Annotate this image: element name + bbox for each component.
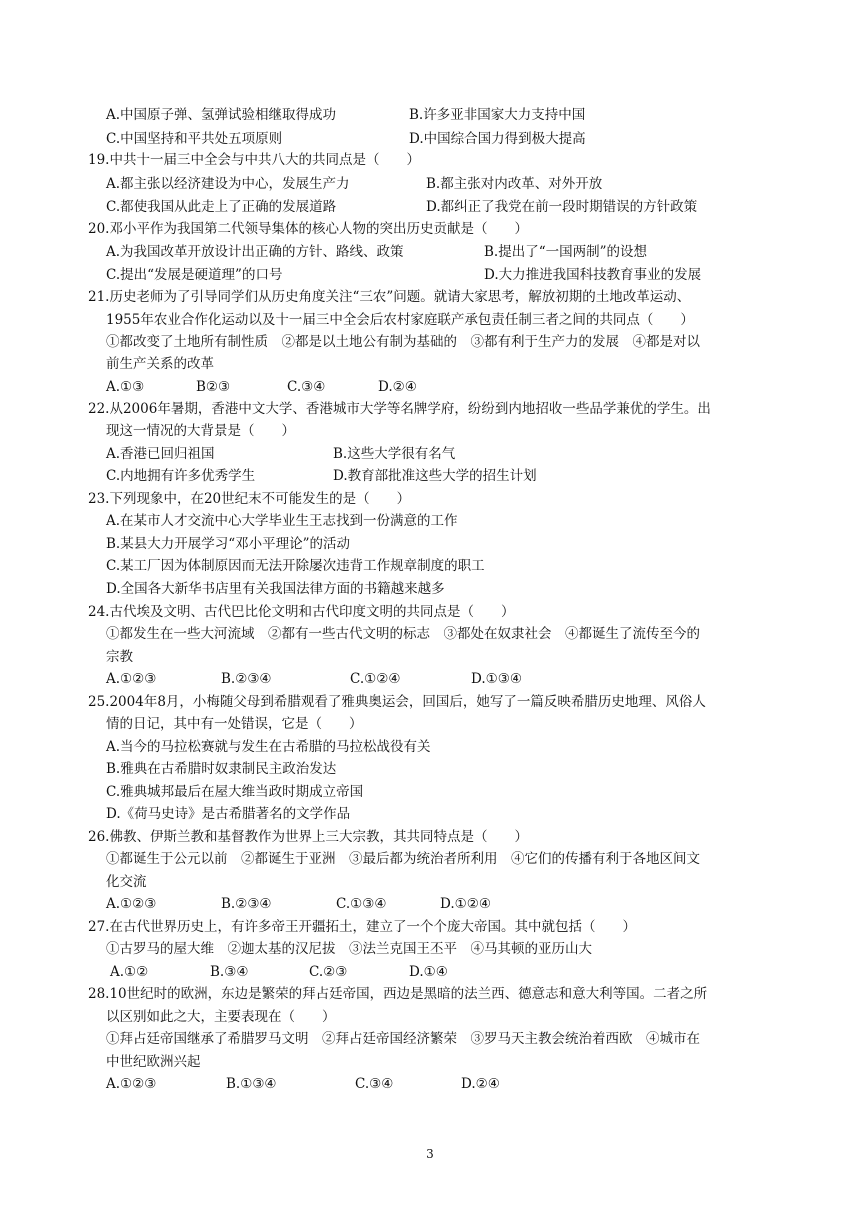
q24-items-line: 宗教 bbox=[106, 649, 133, 665]
q21-option-b: B②③ bbox=[196, 379, 231, 395]
q28-option-b: B.①③④ bbox=[226, 1076, 277, 1092]
q25-option-b: B.雅典在古希腊时奴隶制民主政治发达 bbox=[106, 761, 337, 777]
q28-option-a: A.①②③ bbox=[106, 1076, 157, 1092]
q26-stem: 26.佛教、伊斯兰教和基督教作为世界上三大宗教，其共同特点是（ ） bbox=[88, 829, 528, 845]
q24-option-b: B.②③④ bbox=[221, 671, 272, 687]
q24-option-d: D.①③④ bbox=[471, 671, 522, 687]
q26-option-a: A.①②③ bbox=[106, 896, 157, 912]
q27-option-c: C.②③ bbox=[309, 964, 348, 980]
q20-option-b: B.提出了“一国两制”的设想 bbox=[484, 244, 648, 260]
q22-stem-line: 现这一情况的大背景是（ ） bbox=[106, 423, 295, 439]
q22-option-d: D.教育部批准这些大学的招生计划 bbox=[333, 468, 537, 484]
q27-option-b: B.③④ bbox=[210, 964, 249, 980]
q26-items-line: ①都诞生于公元以前 ②都诞生于亚洲 ③最后都为统治者所利用 ④它们的传播有利于各地区间文 bbox=[106, 851, 700, 867]
q23-option-b: B.某县大力开展学习“邓小平理论”的活动 bbox=[106, 536, 351, 552]
q25-option-a: A.当今的马拉松赛就与发生在古希腊的马拉松战役有关 bbox=[106, 739, 431, 755]
q23-stem: 23.下列现象中，在20世纪末不可能发生的是（ ） bbox=[88, 491, 411, 507]
q18-option-d: D.中国综合国力得到极大提高 bbox=[409, 131, 586, 147]
q19-option-d: D.都纠正了我党在前一段时期错误的方针政策 bbox=[426, 199, 698, 215]
q23-option-a: A.在某市人才交流中心大学毕业生王志找到一份满意的工作 bbox=[106, 513, 458, 529]
q19-stem: 19.中共十一届三中全会与中共八大的共同点是（ ） bbox=[88, 152, 420, 168]
q28-option-d: D.②④ bbox=[461, 1076, 500, 1092]
q23-option-c: C.某工厂因为体制原因而无法开除屡次违背工作规章制度的职工 bbox=[106, 558, 485, 574]
q28-stem-line: 以区别如此之大，主要表现在（ ） bbox=[106, 1009, 336, 1025]
q27-option-a: A.①② bbox=[110, 964, 149, 980]
q22-option-a: A.香港已回归祖国 bbox=[106, 446, 215, 462]
q22-stem-line: 22.从2006年暑期，香港中文大学、香港城市大学等名牌学府，纷纷到内地招收一些品学兼优的学生。出 bbox=[88, 401, 711, 417]
q24-stem: 24.古代埃及文明、古代巴比伦文明和古代印度文明的共同点是（ ） bbox=[88, 604, 515, 620]
q26-option-c: C.①③④ bbox=[336, 896, 387, 912]
q18-option-c: C.中国坚持和平共处五项原则 bbox=[106, 131, 283, 147]
q25-stem-line: 情的日记，其中有一处错误，它是（ ） bbox=[106, 716, 363, 732]
q28-option-c: C.③④ bbox=[355, 1076, 394, 1092]
q25-option-d: D.《荷马史诗》是古希腊著名的文学作品 bbox=[106, 806, 351, 822]
q21-stem-line: ①都改变了土地所有制性质 ②都是以土地公有制为基础的 ③都有利于生产力的发展 ④都是对以 bbox=[106, 334, 700, 350]
q21-stem-line: 21.历史老师为了引导同学们从历史角度关注“三农”问题。就请大家思考，解放初期的土地改革运动、 bbox=[88, 289, 691, 305]
q25-stem-line: 25.2004年8月，小梅随父母到希腊观看了雅典奥运会，回国后，她写了一篇反映希腊历史地理、风俗人 bbox=[88, 694, 706, 710]
q21-stem-line: 前生产关系的改革 bbox=[106, 356, 214, 372]
q21-option-c: C.③④ bbox=[287, 379, 326, 395]
q22-option-b: B.这些大学很有名气 bbox=[333, 446, 456, 462]
q24-items-line: ①都发生在一些大河流域 ②都有一些古代文明的标志 ③都处在奴隶社会 ④都诞生了流传至今的 bbox=[106, 626, 700, 642]
q20-option-c: C.提出“发展是硬道理”的口号 bbox=[106, 267, 283, 283]
q28-items-line: ①拜占廷帝国继承了希腊罗马文明 ②拜占廷帝国经济繁荣 ③罗马天主教会统治着西欧 ④城市在 bbox=[106, 1031, 700, 1047]
q21-option-a: A.①③ bbox=[106, 379, 145, 395]
q18-option-b: B.许多亚非国家大力支持中国 bbox=[409, 107, 586, 123]
q19-option-b: B.都主张对内改革、对外开放 bbox=[426, 176, 603, 192]
q23-option-d: D.全国各大新华书店里有关我国法律方面的书籍越来越多 bbox=[106, 581, 445, 597]
q26-option-b: B.②③④ bbox=[221, 896, 272, 912]
q26-option-d: D.①②④ bbox=[440, 896, 491, 912]
q26-items-line: 化交流 bbox=[106, 874, 147, 890]
q28-items-line: 中世纪欧洲兴起 bbox=[106, 1054, 201, 1070]
q27-items-line: ①古罗马的屋大维 ②迦太基的汉尼拔 ③法兰克国王丕平 ④马其顿的亚历山大 bbox=[106, 941, 592, 957]
q27-stem: 27.在古代世界历史上，有许多帝王开疆拓土，建立了一个个庞大帝国。其中就包括（ ） bbox=[88, 919, 636, 935]
q24-option-c: C.①②④ bbox=[350, 671, 401, 687]
q20-option-a: A.为我国改革开放设计出正确的方针、路线、政策 bbox=[106, 244, 404, 260]
q22-option-c: C.内地拥有许多优秀学生 bbox=[106, 468, 256, 484]
page-number: 3 bbox=[426, 1147, 434, 1161]
q21-stem-line: 1955年农业合作化运动以及十一届三中全会后农村家庭联产承包责任制三者之间的共同点（ ） bbox=[106, 312, 694, 328]
q21-option-d: D.②④ bbox=[378, 379, 417, 395]
q20-option-d: D.大力推进我国科技教育事业的发展 bbox=[484, 267, 702, 283]
q25-option-c: C.雅典城邦最后在屋大维当政时期成立帝国 bbox=[106, 784, 364, 800]
q28-stem-line: 28.10世纪时的欧洲，东边是繁荣的拜占廷帝国，西边是黑暗的法兰西、德意志和意大利等国。二者之所 bbox=[88, 986, 708, 1002]
q18-option-a: A.中国原子弹、氢弹试验相继取得成功 bbox=[106, 107, 337, 123]
q27-option-d: D.①④ bbox=[409, 964, 448, 980]
q24-option-a: A.①②③ bbox=[106, 671, 157, 687]
q19-option-c: C.都使我国从此走上了正确的发展道路 bbox=[106, 199, 337, 215]
q19-option-a: A.都主张以经济建设为中心，发展生产力 bbox=[106, 176, 350, 192]
q20-stem: 20.邓小平作为我国第二代领导集体的核心人物的突出历史贡献是（ ） bbox=[88, 221, 528, 237]
